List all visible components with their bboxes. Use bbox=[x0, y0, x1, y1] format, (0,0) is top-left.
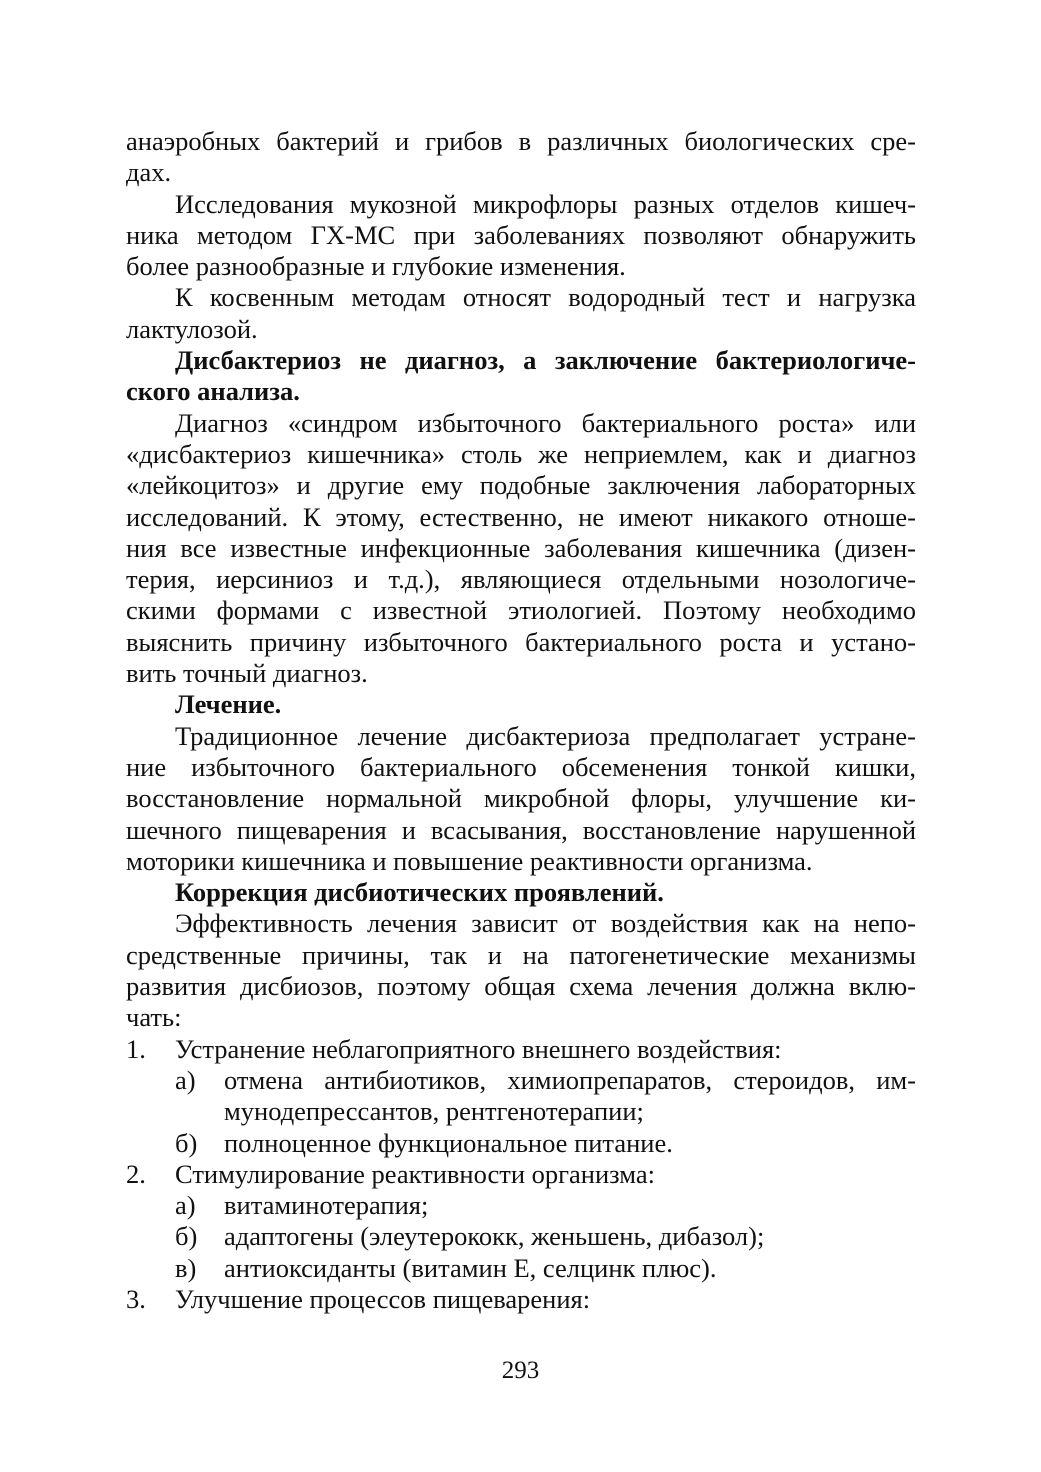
sub-list-letter: а) bbox=[175, 1190, 196, 1221]
sub-list-text: полноценное функциональное питание. bbox=[224, 1127, 673, 1158]
sub-list-letter: б) bbox=[175, 1221, 198, 1252]
list-item bbox=[126, 1034, 916, 1065]
sub-list-text: отмена антибиотиков, химиопрепаратов, стероидов, им- bbox=[224, 1064, 916, 1095]
paragraph-line: исследований. К этому, естественно, не имеют никакого отноше- bbox=[126, 501, 916, 532]
section-heading: Дисбактериоз не диагноз, а заключение бактериологиче- bbox=[175, 345, 916, 376]
sub-list-item-continuation bbox=[126, 1096, 916, 1127]
sub-list-text: мунодепрессантов, рентгенотерапии; bbox=[224, 1096, 644, 1127]
paragraph-line: Исследования мукозной микрофлоры разных отделов кишеч- bbox=[175, 188, 916, 219]
page-number: 293 bbox=[501, 1357, 540, 1384]
list-item bbox=[126, 1284, 916, 1315]
section-heading: Коррекция дисбиотических проявлений. bbox=[175, 877, 664, 908]
paragraph-line: выяснить причину избыточного бактериального роста и устано- bbox=[126, 626, 916, 657]
list-item-text: Устранение неблагоприятного внешнего воздействия: bbox=[175, 1033, 782, 1064]
paragraph-line: К косвенным методам относят водородный тест и нагрузка bbox=[175, 282, 916, 313]
paragraph-line: более разнообразные и глубокие изменения. bbox=[126, 251, 626, 282]
paragraph-line: ника методом ГХ-МС при заболеваниях позволяют обнаружить bbox=[126, 219, 916, 250]
list-item-text: Стимулирование реактивности организма: bbox=[175, 1158, 655, 1189]
paragraph-line: «лейкоцитоз» и другие ему подобные заключения лабораторных bbox=[126, 470, 916, 501]
paragraph-line: «дисбактериоз кишечника» столь же неприемлем, как и диагноз bbox=[126, 438, 916, 469]
sub-list-item bbox=[126, 1253, 916, 1284]
paragraph-line: вить точный диагноз. bbox=[126, 658, 368, 689]
sub-list-text: адаптогены (элеутерококк, женьшень, дибазол); bbox=[224, 1221, 765, 1252]
paragraph-line: развития дисбиозов, поэтому общая схема лечения должна вклю- bbox=[126, 971, 916, 1002]
sub-list-letter: а) bbox=[175, 1064, 196, 1095]
section-heading: ского анализа. bbox=[126, 376, 300, 407]
paragraph-line: Диагноз «синдром избыточного бактериального роста» или bbox=[175, 407, 916, 438]
list-number: 2. bbox=[126, 1158, 146, 1189]
paragraph-line: ние избыточного бактериального обсеменения тонкой кишки, bbox=[126, 751, 916, 782]
sub-list-item bbox=[126, 1128, 916, 1159]
sub-list-text: витаминотерапия; bbox=[224, 1190, 429, 1221]
paragraph-line: шечного пищеварения и всасывания, восстановление нарушенной bbox=[126, 814, 916, 845]
list-item bbox=[126, 1159, 916, 1190]
list-item-text: Улучшение процессов пищеварения: bbox=[175, 1283, 591, 1314]
paragraph-line: скими формами с известной этиологией. Поэтому необходимо bbox=[126, 595, 916, 626]
paragraph-line: моторики кишечника и повышение реактивности организма. bbox=[126, 845, 813, 876]
sub-list-text: антиоксиданты (витамин Е, селцинк плюс). bbox=[224, 1252, 717, 1283]
section-heading: Лечение. bbox=[175, 689, 282, 720]
paragraph-line: Традиционное лечение дисбактериоза предполагает устране- bbox=[175, 720, 916, 751]
paragraph-line: Эффективность лечения зависит от воздействия как на непо- bbox=[175, 908, 916, 939]
list-number: 1. bbox=[126, 1033, 146, 1064]
sub-list-letter: в) bbox=[175, 1252, 197, 1283]
paragraph-line: дах. bbox=[126, 157, 172, 188]
paragraph-line: лактулозой. bbox=[126, 313, 258, 344]
paragraph-line: средственные причины, так и на патогенетические механизмы bbox=[126, 939, 916, 970]
sub-list-item bbox=[126, 1190, 916, 1221]
sub-list-item bbox=[126, 1065, 916, 1096]
numbered-list bbox=[126, 1034, 916, 1316]
paragraph-line: восстановление нормальной микробной флоры, улучшение ки- bbox=[126, 783, 916, 814]
sub-list-item bbox=[126, 1221, 916, 1252]
paragraph-line: терия, иерсиниоз и т.д.), являющиеся отдельными нозологиче- bbox=[126, 564, 916, 595]
page-body bbox=[126, 126, 916, 1315]
paragraph-line: анаэробных бактерий и грибов в различных биологических сре- bbox=[126, 126, 916, 156]
list-number: 3. bbox=[126, 1283, 146, 1314]
paragraph-line: ния все известные инфекционные заболевания кишечника (дизен- bbox=[126, 532, 916, 563]
sub-list-letter: б) bbox=[175, 1127, 198, 1158]
paragraph-line: чать: bbox=[126, 1002, 182, 1033]
